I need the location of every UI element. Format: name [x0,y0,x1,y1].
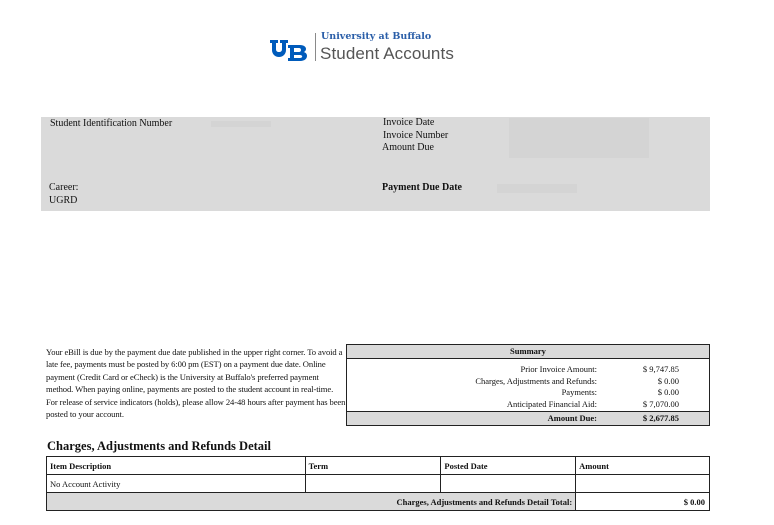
cell-amount [576,475,710,493]
department-name: Student Accounts [320,43,454,63]
payment-due-date-label: Payment Due Date [382,182,462,193]
detail-total-label: Charges, Adjustments and Refunds Detail Total: [47,493,576,511]
summary-row-prior-invoice: Prior Invoice Amount: $ 9,747.85 [520,364,679,374]
summary-amount-due-row [347,411,709,425]
cell-term [305,475,441,493]
summary-row-payments: Payments: $ 0.00 [561,387,679,397]
amount-due-total-label: Amount Due: [547,413,597,423]
career-value: UGRD [49,195,78,206]
table-total-row [47,493,710,511]
charges-detail-table [46,456,710,511]
column-header-term: Term [305,457,441,475]
summary-title: Summary [347,345,709,359]
column-header-item-description: Item Description [47,457,306,475]
invoice-date-label: Invoice Date [383,117,435,128]
table-header-row [47,457,710,475]
invoice-number-label: Invoice Number [383,130,449,141]
payment-due-date-value-redacted [497,184,577,193]
logo-divider [315,33,316,61]
ub-student-accounts-logo [270,30,454,64]
account-info-panel [41,117,710,211]
amount-due-label: Amount Due [382,142,434,153]
summary-row-financial-aid: Anticipated Financial Aid: $ 7,070.00 [506,398,679,409]
ub-logo-icon [270,40,310,62]
summary-row-charges: Charges, Adjustments and Refunds: $ 0.00 [475,375,679,386]
summary-box [346,344,710,426]
invoice-values-redacted [509,118,649,158]
column-header-posted-date: Posted Date [441,457,576,475]
payment-notice: Your eBill is due by the payment due date published in the upper right corner. To avoid a late fee, payments must be posted by 6:00 pm (EST) on a payment due date. Online payment (Credit Card or eCheck) is the University at Buffalo's preferred payment method. When paying online, payments are posted to the student account in real-time. For release of service indicators (holds), please allow 24-48 hours after payment has been posted to your account. [46,347,346,420]
table-row [47,475,710,493]
cell-item-description: No Account Activity [47,475,306,493]
career-label: Career: [49,182,79,193]
cell-posted-date [441,475,576,493]
detail-total-value: $ 0.00 [576,493,710,511]
university-name: University at Buffalo [321,31,432,43]
student-id-value-redacted [211,121,271,127]
column-header-amount: Amount [576,457,710,475]
detail-section-title: Charges, Adjustments and Refunds Detail [47,439,271,453]
amount-due-total-value: $ 2,677.85 [642,413,679,423]
student-id-label: Student Identification Number [50,118,173,129]
